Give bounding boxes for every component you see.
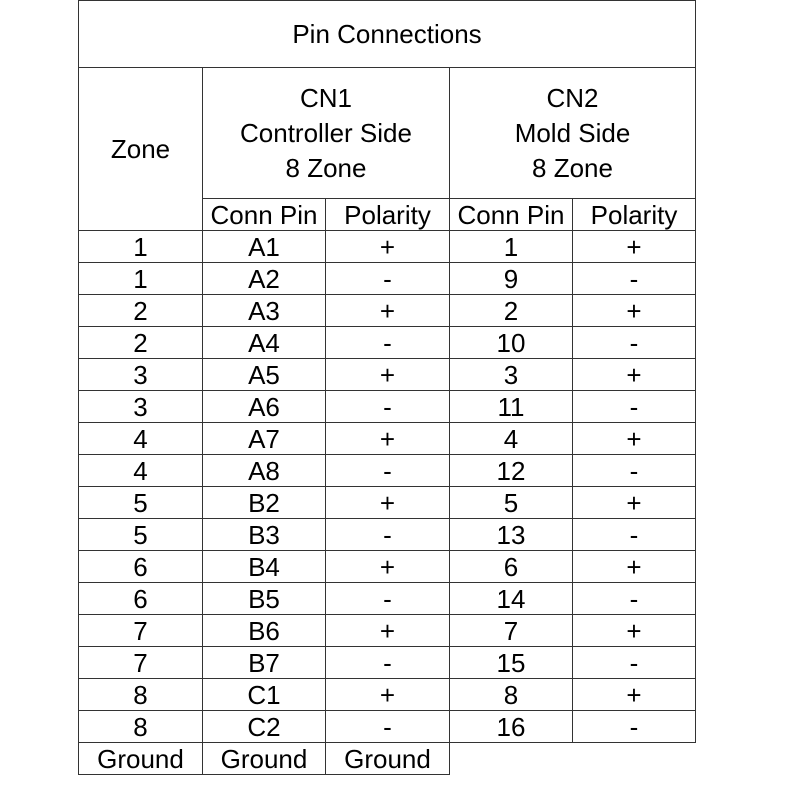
cn2-pin-cell: 11 [450, 391, 573, 423]
cn2-polarity-cell: - [573, 583, 696, 615]
table-row [79, 295, 696, 327]
cn1-pin-cell: B7 [203, 647, 326, 679]
cn1-polarity-cell: - [326, 647, 450, 679]
cn2-polarity-cell: + [573, 551, 696, 583]
cn2-pin-cell: 16 [450, 711, 573, 743]
cn2-polarity-header: Polarity [573, 199, 696, 231]
zone-cell: 1 [79, 231, 203, 263]
cn2-pin-cell: 3 [450, 359, 573, 391]
cn1-polarity-cell: - [326, 391, 450, 423]
cn2-polarity-cell: - [573, 263, 696, 295]
cn1-polarity-cell: + [326, 615, 450, 647]
zone-cell: 6 [79, 583, 203, 615]
cn2-polarity-cell: + [573, 423, 696, 455]
cn1-polarity-cell: + [326, 551, 450, 583]
table-row [79, 359, 696, 391]
table-row [79, 455, 696, 487]
ground-cn1-polarity-cell: Ground [326, 743, 450, 775]
cn2-header-line3: 8 Zone [532, 152, 613, 183]
cn1-polarity-cell: + [326, 359, 450, 391]
cn2-polarity-cell: + [573, 487, 696, 519]
cn1-pin-cell: C1 [203, 679, 326, 711]
table-row [79, 647, 696, 679]
cn1-polarity-cell: + [326, 231, 450, 263]
cn2-pin-cell: 2 [450, 295, 573, 327]
cn1-pin-cell: B5 [203, 583, 326, 615]
table-row [79, 711, 696, 743]
zone-header: Zone [79, 68, 203, 231]
zone-cell: 5 [79, 487, 203, 519]
cn1-pin-cell: C2 [203, 711, 326, 743]
cn2-pin-cell: 12 [450, 455, 573, 487]
cn1-pin-cell: A5 [203, 359, 326, 391]
zone-cell: 4 [79, 423, 203, 455]
cn2-polarity-cell: + [573, 615, 696, 647]
pin-connections-table [78, 0, 696, 775]
cn1-polarity-cell: - [326, 455, 450, 487]
cn2-polarity-cell: - [573, 519, 696, 551]
cn1-polarity-cell: + [326, 679, 450, 711]
cn1-pin-cell: B2 [203, 487, 326, 519]
cn2-pin-cell: 6 [450, 551, 573, 583]
cn2-polarity-cell: - [573, 647, 696, 679]
cn1-polarity-cell: + [326, 423, 450, 455]
cn1-polarity-cell: - [326, 327, 450, 359]
zone-cell: 5 [79, 519, 203, 551]
cn1-pin-cell: A7 [203, 423, 326, 455]
cn2-polarity-cell: + [573, 679, 696, 711]
cn1-header [203, 68, 450, 199]
cn2-pin-cell: 9 [450, 263, 573, 295]
cn2-header-line2: Mold Side [514, 117, 631, 148]
zone-cell: 8 [79, 679, 203, 711]
cn1-polarity-cell: + [326, 295, 450, 327]
cn1-header-line3: 8 Zone [285, 152, 367, 183]
zone-cell: 6 [79, 551, 203, 583]
ground-cn1-pin-cell: Ground [203, 743, 326, 775]
zone-cell: 7 [79, 647, 203, 679]
table-row [79, 519, 696, 551]
cn1-polarity-cell: - [326, 263, 450, 295]
cn1-polarity-cell: - [326, 711, 450, 743]
title-row [79, 1, 696, 68]
table-row [79, 231, 696, 263]
zone-cell: 1 [79, 263, 203, 295]
zone-cell: 2 [79, 327, 203, 359]
cn2-polarity-cell: - [573, 391, 696, 423]
cn1-pin-cell: A6 [203, 391, 326, 423]
zone-cell: 7 [79, 615, 203, 647]
cn2-pin-cell: 10 [450, 327, 573, 359]
cn2-polarity-cell: - [573, 455, 696, 487]
cn1-pin-cell: B6 [203, 615, 326, 647]
cn2-pin-cell: 5 [450, 487, 573, 519]
cn2-pin-cell: 7 [450, 615, 573, 647]
cn2-conn-pin-header: Conn Pin [450, 199, 573, 231]
cn1-pin-cell: B4 [203, 551, 326, 583]
table-row [79, 423, 696, 455]
cn2-pin-cell: 1 [450, 231, 573, 263]
zone-cell: 3 [79, 359, 203, 391]
group-header-row [79, 68, 696, 199]
table-body [79, 1, 696, 775]
cn1-pin-cell: B3 [203, 519, 326, 551]
cn1-pin-cell: A2 [203, 263, 326, 295]
table-row [79, 551, 696, 583]
cn1-header-line1: CN1 [299, 82, 352, 113]
cn1-polarity-cell: - [326, 519, 450, 551]
table-title: Pin Connections [79, 1, 696, 68]
cn1-polarity-cell: - [326, 583, 450, 615]
table-row [79, 487, 696, 519]
cn1-polarity-cell: + [326, 487, 450, 519]
cn2-polarity-cell: + [573, 231, 696, 263]
ground-row [79, 743, 696, 775]
table-row [79, 679, 696, 711]
cn2-pin-cell: 15 [450, 647, 573, 679]
table-row [79, 615, 696, 647]
cn1-pin-cell: A4 [203, 327, 326, 359]
zone-cell: 3 [79, 391, 203, 423]
ground-zone-cell: Ground [79, 743, 203, 775]
zone-cell: 2 [79, 295, 203, 327]
cn2-polarity-cell: - [573, 327, 696, 359]
cn1-header-line2: Controller Side [240, 117, 412, 148]
cn2-pin-cell: 13 [450, 519, 573, 551]
zone-cell: 8 [79, 711, 203, 743]
cn1-conn-pin-header: Conn Pin [203, 199, 326, 231]
cn2-polarity-cell: + [573, 359, 696, 391]
table-row [79, 391, 696, 423]
zone-cell: 4 [79, 455, 203, 487]
table-row [79, 583, 696, 615]
cn1-pin-cell: A8 [203, 455, 326, 487]
table-row [79, 327, 696, 359]
cn1-pin-cell: A3 [203, 295, 326, 327]
ground-row-blank [450, 743, 696, 775]
cn2-polarity-cell: - [573, 711, 696, 743]
cn2-pin-cell: 8 [450, 679, 573, 711]
cn2-pin-cell: 14 [450, 583, 573, 615]
cn2-polarity-cell: + [573, 295, 696, 327]
table-row [79, 263, 696, 295]
cn2-pin-cell: 4 [450, 423, 573, 455]
cn2-header [450, 68, 696, 199]
cn1-pin-cell: A1 [203, 231, 326, 263]
cn2-header-line1: CN2 [546, 82, 599, 113]
cn1-polarity-header: Polarity [326, 199, 450, 231]
